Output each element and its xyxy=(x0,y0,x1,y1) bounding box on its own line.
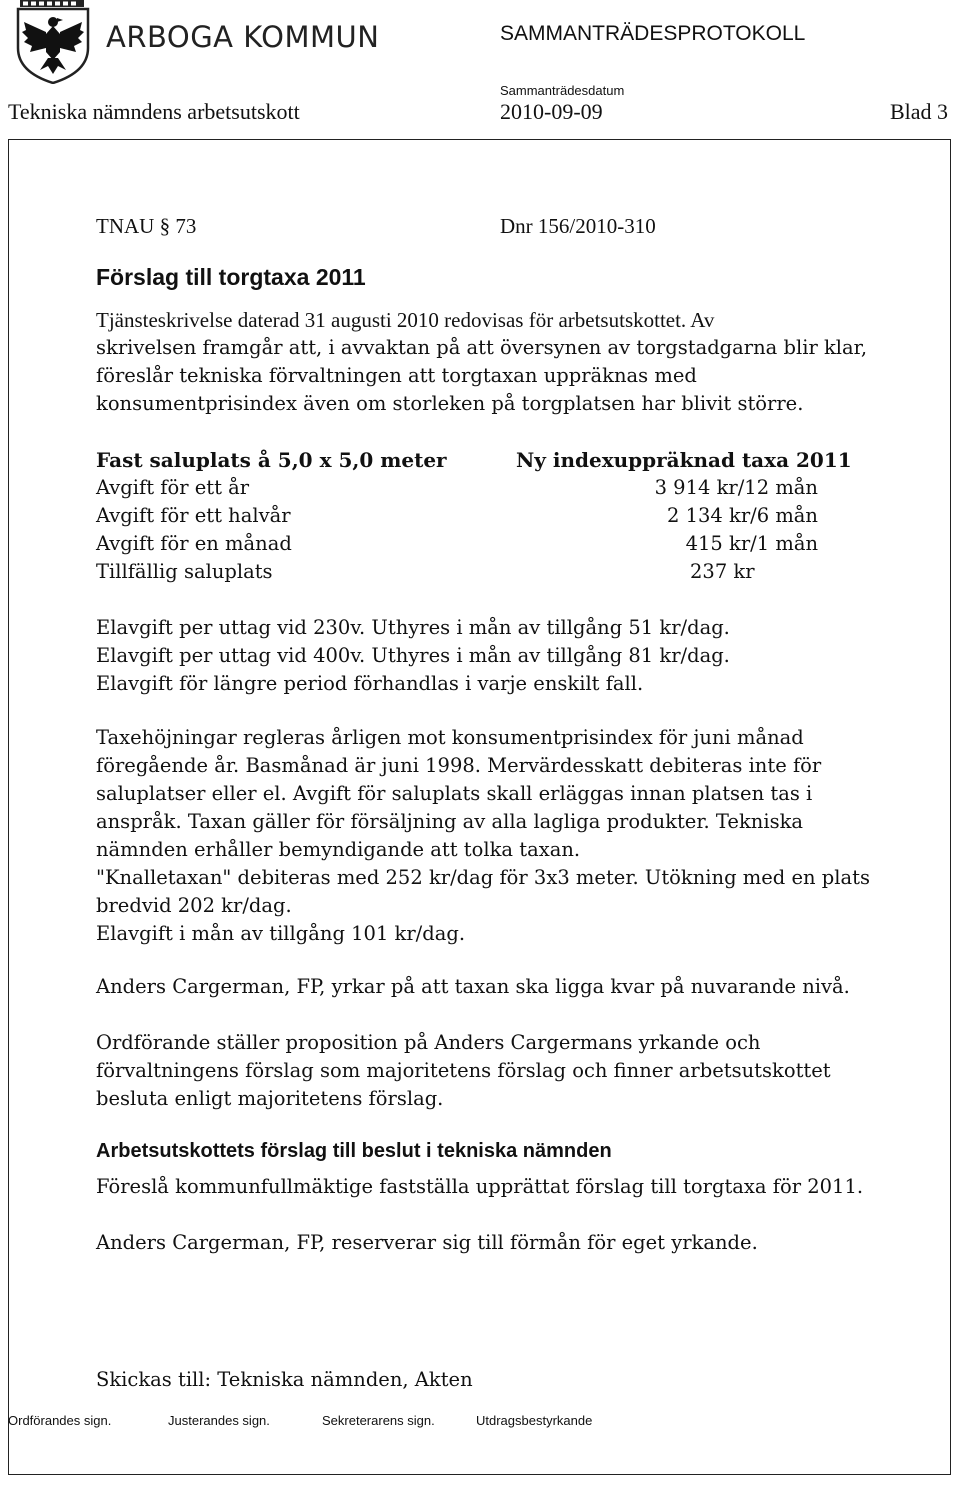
text-line: Ordförande ställer proposition på Anders Cargermans yrkande och xyxy=(96,1031,761,1054)
fee-row-label: Avgift för en månad xyxy=(96,532,292,555)
organization-name: ARBOGA KOMMUN xyxy=(106,20,380,54)
fee-row-value: 237 kr xyxy=(690,560,755,583)
text-line: föregående år. Basmånad är juni 1998. Mervärdesskatt debiteras inte för xyxy=(96,754,822,777)
text-line: Tjänsteskrivelse daterad 31 augusti 2010 redovisas för arbetsutskottet. Av xyxy=(96,308,715,332)
decision-heading: Arbetsutskottets förslag till beslut i tekniska nämnden xyxy=(96,1140,612,1162)
text-line: saluplatser eller el. Avgift för saluplats skall erläggas innan platsen tas i xyxy=(96,782,813,805)
text-line: Elavgift per uttag vid 230v. Uthyres i mån av tillgång 51 kr/dag. xyxy=(96,616,730,639)
case-title: Förslag till torgtaxa 2011 xyxy=(96,264,366,290)
text-line: besluta enligt majoritetens förslag. xyxy=(96,1087,444,1110)
fee-table-header-left: Fast saluplats å 5,0 x 5,0 meter xyxy=(96,448,447,472)
decision-paragraph xyxy=(96,1173,863,1201)
text-line: anspråk. Taxan gäller för försäljning av alla lagliga produkter. Tekniska xyxy=(96,810,804,833)
rules-paragraph xyxy=(96,724,870,948)
secretary-signature-label: Sekreterarens sign. xyxy=(322,1413,435,1428)
text-line: Elavgift för längre period förhandlas i varje enskilt fall. xyxy=(96,672,644,695)
fee-table-header-right: Ny indexuppräknad taxa 2011 xyxy=(516,448,852,472)
text-line: Elavgift i mån av tillgång 101 kr/dag. xyxy=(96,922,466,945)
text-line: Anders Cargerman, FP, reserverar sig till förmån för eget yrkande. xyxy=(96,1231,758,1254)
fee-row-value: 415 kr/1 mån xyxy=(685,532,818,555)
fee-row-value: 2 134 kr/6 mån xyxy=(666,504,818,527)
committee-name: Tekniska nämndens arbetsutskott xyxy=(8,99,300,124)
motion-paragraph xyxy=(96,973,850,1001)
case-number: TNAU § 73 xyxy=(96,214,197,238)
text-line: nämnden erhåller bemyndigande att tolka taxan. xyxy=(96,838,581,861)
fee-row-value: 3 914 kr/12 mån xyxy=(654,476,818,499)
meeting-date: 2010-09-09 xyxy=(500,99,603,124)
text-line: Elavgift per uttag vid 400v. Uthyres i mån av tillgång 81 kr/dag. xyxy=(96,644,730,667)
arboga-coat-of-arms-logo xyxy=(10,0,96,84)
text-line: Föreslå kommunfullmäktige fastställa upprättat förslag till torgtaxa för 2011. xyxy=(96,1175,864,1198)
fee-row-label: Tillfällig saluplats xyxy=(96,560,273,583)
page-number: Blad 3 xyxy=(889,99,948,124)
chair-signature-label: Ordförandes sign. xyxy=(8,1413,112,1428)
registration-number: Dnr 156/2010-310 xyxy=(500,214,656,238)
text-line: Taxehöjningar regleras årligen mot konsumentprisindex för juni månad xyxy=(96,726,804,749)
distribution-paragraph xyxy=(96,1366,473,1394)
document-type: SAMMANTRÄDESPROTOKOLL xyxy=(500,22,806,45)
reservation-paragraph xyxy=(96,1229,758,1257)
text-line: förvaltningens förslag som majoritetens förslag och finner arbetsutskottet xyxy=(96,1059,831,1082)
intro-paragraph xyxy=(96,306,867,418)
proposition-paragraph xyxy=(96,1029,831,1113)
text-line: konsumentprisindex även om storleken på torgplatsen har blivit större. xyxy=(96,392,804,415)
extract-certification-label: Utdragsbestyrkande xyxy=(476,1413,593,1428)
text-line: föreslår tekniska förvaltningen att torgtaxan uppräknas med xyxy=(96,364,697,387)
text-line: Anders Cargerman, FP, yrkar på att taxan ska ligga kvar på nuvarande nivå. xyxy=(96,975,850,998)
adjuster-signature-label: Justerandes sign. xyxy=(168,1413,270,1428)
fee-row-label: Avgift för ett år xyxy=(96,476,250,499)
electricity-paragraph xyxy=(96,614,730,698)
text-line: "Knalletaxan" debiteras med 252 kr/dag för 3x3 meter. Utökning med en plats xyxy=(96,866,870,889)
meeting-date-label: Sammanträdesdatum xyxy=(500,83,625,98)
fee-row-label: Avgift för ett halvår xyxy=(96,504,291,527)
text-line: bredvid 202 kr/dag. xyxy=(96,894,292,917)
sent-to-line: Skickas till: Tekniska nämnden, Akten xyxy=(96,1368,473,1391)
text-line: skrivelsen framgår att, i avvaktan på att översynen av torgstadgarna blir klar, xyxy=(96,336,868,359)
